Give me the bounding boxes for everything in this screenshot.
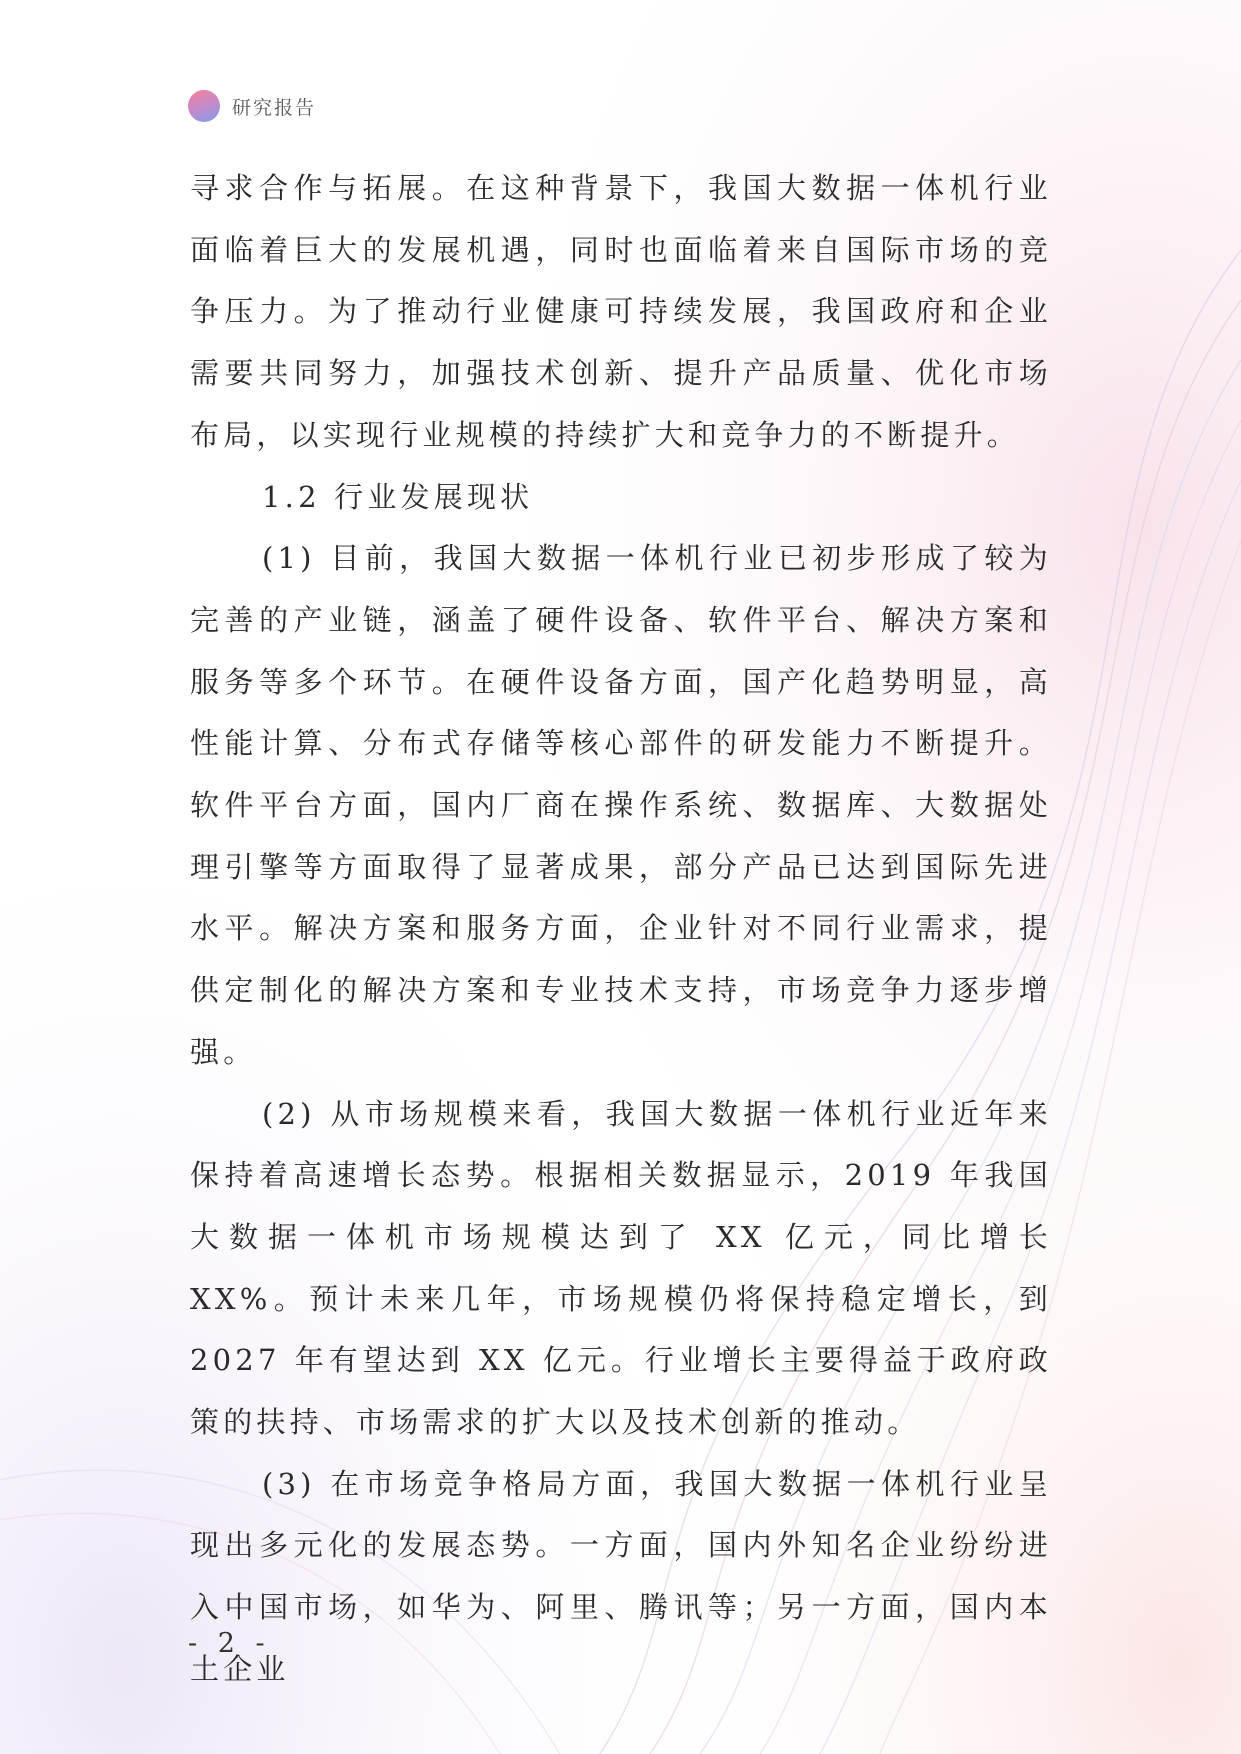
logo-icon [188,90,220,122]
page-number: - 2 - [188,1628,271,1659]
header-title: 研究报告 [232,96,317,119]
paragraph-2: (2) 从市场规模来看，我国大数据一体机行业近年来保持着高速增长态势。根据相关数据显示，2019 年我国大数据一体机市场规模达到了 XX 亿元，同比增长 XX%。预计未来几年，市场规模仍将保持稳定增长，到 2027 年有望达到 XX 亿元。行业增长主要得益于政府政策的扶持、市场需求的扩大以及技术创新的推动。 [190,1096,1052,1440]
paragraph-continuation: 寻求合作与拓展。在这种背景下，我国大数据一体机行业面临着巨大的发展机遇，同时也面临着来自国际市场的竞争压力。为了推动行业健康可持续发展，我国政府和企业需要共同努力，加强技术创新、提升产品质量、优化市场布局，以实现行业规模的持续扩大和竞争力的不断提升。 [190,171,1052,452]
paragraph-3: (3) 在市场竞争格局方面，我国大数据一体机行业呈现出多元化的发展态势。一方面，国内外知名企业纷纷进入中国市场，如华为、阿里、腾讯等；另一方面，国内本土企业 [190,1466,1052,1686]
report-header [188,89,316,123]
document-body [190,158,1052,1701]
paragraph-1: (1) 目前，我国大数据一体机行业已初步形成了较为完善的产业链，涵盖了硬件设备、软件平台、解决方案和服务等多个环节。在硬件设备方面，国产化趋势明显，高性能计算、分布式存储等核心部件的研发能力不断提升。软件平台方面，国内厂商在操作系统、数据库、大数据处理引擎等方面取得了显著成果，部分产品已达到国际先进水平。解决方案和服务方面，企业针对不同行业需求，提供定制化的解决方案和专业技术支持，市场竞争力逐步增强。 [190,541,1052,1069]
section-heading: 1.2 行业发展现状 [262,479,534,514]
